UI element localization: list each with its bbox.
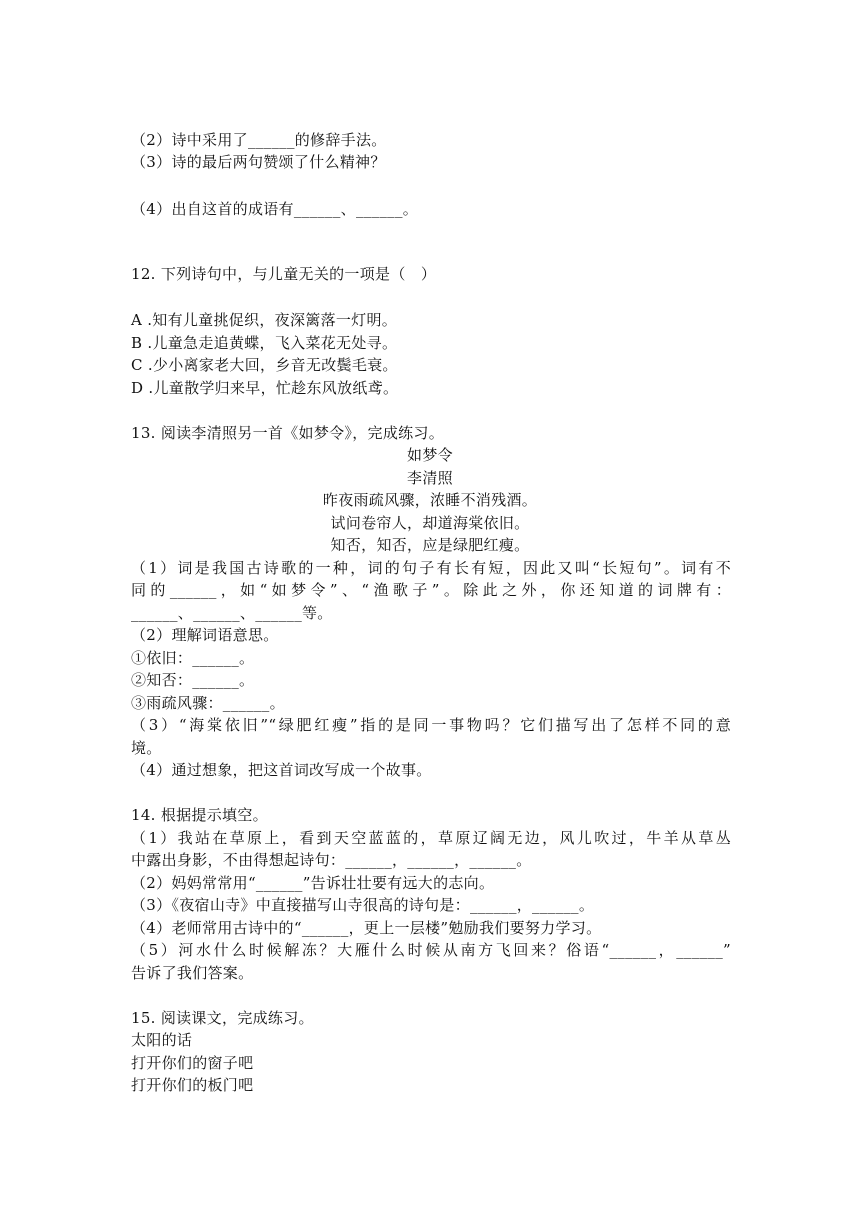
q13-sub3-line1: （3）“海棠依旧”“绿肥红瘦”指的是同一事物吗？它们描写出了怎样不同的意: [131, 716, 731, 734]
q15-text-line: 太阳的话: [131, 1031, 193, 1049]
q12-option-c: C .少小离家老大回，乡音无改鬓毛衰。: [131, 356, 398, 374]
q14-sub5-line2: 告诉了我们答案。: [131, 964, 254, 982]
poem-title: 如梦令: [407, 446, 453, 464]
poem-line: 知否，知否，应是绿肥红瘦。: [330, 536, 530, 554]
q13-sub1-line1: （1）词是我国古诗歌的一种，词的句子有长有短，因此又叫“长短句”。词有不: [131, 559, 731, 577]
q14-sub1-line2: 中露出身影，不由得想起诗句：______，______，______。: [131, 851, 532, 869]
q13-sub3-line2: 境。: [131, 739, 162, 757]
q13-sub2-item: ②知否：______。: [131, 671, 255, 689]
q14-sub5-line1: （5）河水什么时候解冻？大雁什么时候从南方飞回来？俗语“______，______”: [131, 941, 731, 959]
q14-sub3: （3）《夜宿山寺》中直接描写山寺很高的诗句是：______，______。: [131, 896, 595, 914]
q13-sub2-item: ③雨疏风骤：______。: [131, 694, 285, 712]
poem-author: 李清照: [407, 469, 453, 487]
q15-stem: 15. 阅读课文，完成练习。: [131, 1009, 314, 1027]
q12-stem: 12. 下列诗句中，与儿童无关的一项是（ ）: [131, 265, 437, 283]
q13-sub2: （2）理解词语意思。: [131, 626, 279, 644]
q14-sub4: （4）老师常用古诗中的“______，更上一层楼”勉励我们要努力学习。: [131, 919, 602, 937]
q13-stem: 13. 阅读李清照另一首《如梦令》，完成练习。: [131, 424, 445, 442]
q13-sub1-line2: 同的______，如“如梦令”、“渔歌子”。除此之外，你还知道的词牌有：: [131, 581, 731, 599]
q11-sub2: （2）诗中采用了______的修辞手法。: [131, 131, 387, 149]
poem-line: 昨夜雨疏风骤，浓睡不消残酒。: [322, 491, 538, 509]
q15-text-line: 打开你们的板门吧: [131, 1076, 254, 1094]
q11-sub4: （4）出自这首的成语有______、______。: [131, 200, 419, 218]
q13-sub1-line3: ______、______、______等。: [131, 604, 333, 622]
q14-sub2: （2）妈妈常常用“______”告诉壮壮要有远大的志向。: [131, 874, 495, 892]
q12-option-d: D .儿童散学归来早，忙趁东风放纸鸢。: [131, 379, 399, 397]
poem-line: 试问卷帘人，却道海棠依旧。: [330, 514, 530, 532]
q13-sub4: （4）通过想象，把这首词改写成一个故事。: [131, 761, 432, 779]
q12-option-b: B .儿童急走追黄蝶，飞入菜花无处寻。: [131, 334, 398, 352]
q14-sub1-line1: （1）我站在草原上，看到天空蓝蓝的，草原辽阔无边，风儿吹过，牛羊从草丛: [131, 829, 731, 847]
q14-stem: 14. 根据提示填空。: [131, 806, 268, 824]
q12-option-a: A .知有儿童挑促织，夜深篱落一灯明。: [131, 311, 398, 329]
q15-text-line: 打开你们的窗子吧: [131, 1054, 254, 1072]
q11-sub3: （3）诗的最后两句赞颂了什么精神？: [131, 153, 386, 171]
q13-sub2-item: ①依旧：______。: [131, 649, 255, 667]
